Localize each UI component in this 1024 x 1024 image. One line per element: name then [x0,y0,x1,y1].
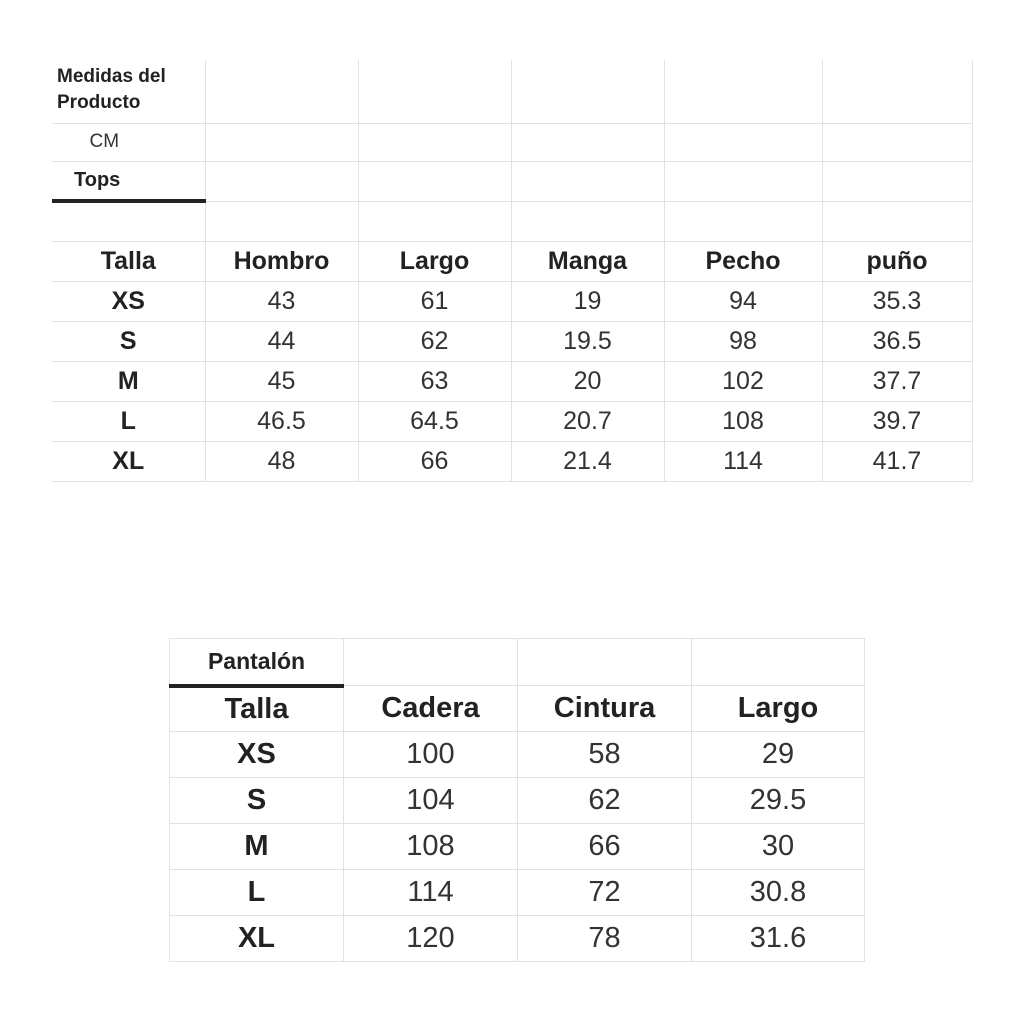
pants-section-label: Pantalón [170,639,344,686]
value-cell: 31.6 [692,916,865,962]
value-cell: 66 [358,441,511,481]
value-cell: 62 [518,778,692,824]
value-cell: 41.7 [822,441,972,481]
product-measurements-title [52,60,205,123]
table-row [170,732,865,778]
value-cell: 35.3 [822,281,972,321]
size-cell: XL [170,916,344,962]
table-row [170,778,865,824]
header-talla: Talla [52,241,205,281]
size-cell: L [170,870,344,916]
value-cell: 78 [518,916,692,962]
title-line-2: Producto [57,92,141,113]
pants-size-table [169,638,865,962]
value-cell: 104 [344,778,518,824]
value-cell: 29 [692,732,865,778]
value-cell: 43 [205,281,358,321]
size-cell: XS [52,281,205,321]
size-cell: S [52,321,205,361]
value-cell: 64.5 [358,401,511,441]
value-cell: 61 [358,281,511,321]
value-cell: 63 [358,361,511,401]
value-cell: 30 [692,824,865,870]
value-cell: 48 [205,441,358,481]
header-puno: puño [822,241,972,281]
table-row [170,916,865,962]
value-cell: 120 [344,916,518,962]
value-cell: 108 [344,824,518,870]
size-cell: L [52,401,205,441]
tops-size-table [52,60,973,482]
table-row [52,401,972,441]
header-cadera: Cadera [344,686,518,732]
value-cell: 58 [518,732,692,778]
table-row [170,870,865,916]
value-cell: 39.7 [822,401,972,441]
value-cell: 20 [511,361,664,401]
header-talla: Talla [170,686,344,732]
tops-section-label: Tops [52,161,205,201]
size-cell: XL [52,441,205,481]
value-cell: 19.5 [511,321,664,361]
tops-header-row [52,241,972,281]
size-cell: M [170,824,344,870]
value-cell: 100 [344,732,518,778]
header-largo: Largo [692,686,865,732]
value-cell: 66 [518,824,692,870]
size-cell: XS [170,732,344,778]
header-largo: Largo [358,241,511,281]
table-row [170,824,865,870]
value-cell: 108 [664,401,822,441]
table-row [52,361,972,401]
value-cell: 72 [518,870,692,916]
value-cell: 20.7 [511,401,664,441]
header-manga: Manga [511,241,664,281]
value-cell: 30.8 [692,870,865,916]
value-cell: 29.5 [692,778,865,824]
value-cell: 114 [664,441,822,481]
value-cell: 37.7 [822,361,972,401]
header-cintura: Cintura [518,686,692,732]
table-row [52,281,972,321]
value-cell: 98 [664,321,822,361]
value-cell: 46.5 [205,401,358,441]
value-cell: 21.4 [511,441,664,481]
value-cell: 62 [358,321,511,361]
value-cell: 114 [344,870,518,916]
value-cell: 45 [205,361,358,401]
value-cell: 36.5 [822,321,972,361]
table-row [52,441,972,481]
size-cell: S [170,778,344,824]
value-cell: 44 [205,321,358,361]
value-cell: 94 [664,281,822,321]
pants-header-row [170,686,865,732]
value-cell: 19 [511,281,664,321]
table-row [52,321,972,361]
size-cell: M [52,361,205,401]
header-pecho: Pecho [664,241,822,281]
value-cell: 102 [664,361,822,401]
title-line-1: Medidas del [57,66,166,87]
unit-label: CM [52,123,205,161]
header-hombro: Hombro [205,241,358,281]
